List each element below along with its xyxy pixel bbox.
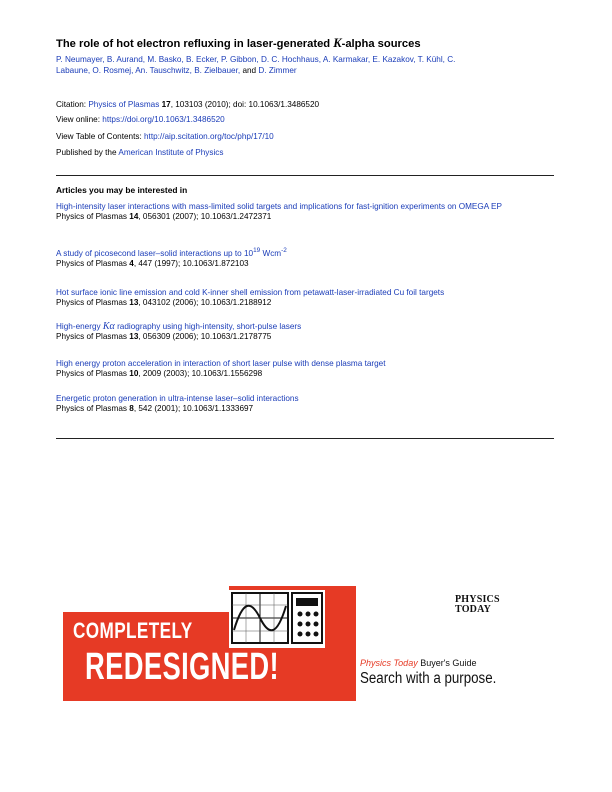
title-k-symbol: K bbox=[333, 36, 342, 50]
guide-rest: Buyer's Guide bbox=[417, 658, 477, 668]
ad-buyers-guide bbox=[360, 658, 476, 668]
citation-line bbox=[56, 99, 554, 110]
physics-today-ad[interactable] bbox=[63, 586, 550, 701]
bottom-divider bbox=[56, 438, 554, 439]
author-last[interactable]: D. Zimmer bbox=[258, 66, 297, 75]
article-details: , 043102 (2006); 10.1063/1.2188912 bbox=[138, 298, 272, 307]
related-article-title[interactable]: Energetic proton generation in ultra-intense laser–solid interactions bbox=[56, 394, 299, 403]
title-part: Wcm bbox=[260, 249, 282, 258]
article-details: , 447 (1997); 10.1063/1.872103 bbox=[133, 259, 249, 268]
related-article-title[interactable]: High energy proton acceleration in interaction of short laser pulse with dense plasma target bbox=[56, 359, 386, 368]
article-details: , 056309 (2006); 10.1063/1.2178775 bbox=[138, 332, 272, 341]
toc-link[interactable]: http://aip.scitation.org/toc/php/17/10 bbox=[144, 132, 274, 141]
related-article-citation bbox=[56, 332, 554, 342]
article-volume: 14 bbox=[129, 212, 139, 221]
title-text-end: -alpha sources bbox=[341, 38, 421, 50]
related-article-title[interactable] bbox=[56, 249, 554, 259]
related-article bbox=[56, 288, 554, 308]
title-part: High-energy bbox=[56, 322, 103, 331]
related-article bbox=[56, 359, 554, 379]
title-part: radiography using high-intensity, short-pulse lasers bbox=[114, 322, 302, 331]
citation-volume: 17 bbox=[161, 100, 171, 109]
article-volume: 10 bbox=[129, 369, 139, 378]
toc-label: View Table of Contents: bbox=[56, 132, 144, 141]
authors-line-2-names[interactable]: Labaune, O. Rosmej, An. Tauschwitz, B. Zielbauer, bbox=[56, 66, 241, 75]
related-heading: Articles you may be interested in bbox=[56, 185, 188, 195]
physics-today-logo bbox=[455, 595, 500, 615]
view-online-link[interactable]: https://doi.org/10.1063/1.3486520 bbox=[102, 115, 225, 124]
view-online-label: View online: bbox=[56, 115, 103, 124]
authors-and: and bbox=[240, 66, 259, 75]
title-symbol: Kα bbox=[102, 321, 115, 332]
article-details: , 056301 (2007); 10.1063/1.2472371 bbox=[138, 212, 272, 221]
paper-title bbox=[56, 36, 556, 51]
author-list bbox=[56, 54, 554, 76]
related-article-title[interactable] bbox=[56, 322, 554, 332]
related-article bbox=[56, 394, 554, 414]
title-superscript: -2 bbox=[281, 247, 287, 254]
authors-line-1[interactable]: P. Neumayer, B. Aurand, M. Basko, B. Ecker, P. Gibbon, D. C. Hochhaus, A. Karmakar, E. Kazakov, T. Kühl, C. bbox=[56, 55, 456, 64]
related-article bbox=[56, 202, 554, 222]
guide-brand: Physics Today bbox=[360, 658, 418, 668]
related-article-title[interactable]: Hot surface ionic line emission and cold K-inner shell emission from petawatt-laser-irradiated Cu foil targets bbox=[56, 288, 445, 297]
oscilloscope-icon bbox=[229, 590, 325, 648]
article-journal: Physics of Plasmas bbox=[56, 298, 130, 307]
title-text: The role of hot electron refluxing in laser-generated bbox=[56, 38, 334, 50]
publisher-link[interactable]: American Institute of Physics bbox=[118, 148, 224, 157]
article-journal: Physics of Plasmas bbox=[56, 332, 130, 341]
top-divider bbox=[56, 175, 554, 176]
toc-line bbox=[56, 131, 554, 142]
related-article-citation bbox=[56, 259, 554, 269]
logo-line-1: PHYSICS bbox=[455, 594, 500, 605]
published-line bbox=[56, 147, 554, 158]
citation-details: , 103103 (2010); doi: 10.1063/1.3486520 bbox=[170, 100, 320, 109]
related-article-title[interactable]: High-intensity laser interactions with mass-limited solid targets and implications for fast-ignition experiments on OMEGA EP bbox=[56, 202, 502, 211]
title-superscript: 19 bbox=[253, 247, 261, 254]
published-label: Published by the bbox=[56, 148, 119, 157]
authors-line-2 bbox=[56, 65, 554, 76]
article-journal: Physics of Plasmas bbox=[56, 259, 130, 268]
ad-headline-1: COMPLETELY bbox=[73, 618, 193, 643]
article-volume: 4 bbox=[129, 259, 134, 268]
article-volume: 13 bbox=[129, 298, 139, 307]
citation-label: Citation: bbox=[56, 100, 89, 109]
related-article bbox=[56, 322, 554, 342]
related-article-citation bbox=[56, 404, 554, 414]
related-article bbox=[56, 249, 554, 269]
article-details: , 542 (2001); 10.1063/1.1333697 bbox=[133, 404, 254, 413]
ad-white-corner bbox=[63, 586, 229, 612]
ad-tagline: Search with a purpose. bbox=[360, 670, 497, 687]
article-volume: 13 bbox=[129, 332, 139, 341]
article-journal: Physics of Plasmas bbox=[56, 369, 130, 378]
ad-headline-2: REDESIGNED! bbox=[85, 646, 279, 688]
title-part: A study of picosecond laser–solid interactions up to 10 bbox=[56, 249, 254, 258]
related-article-citation bbox=[56, 369, 554, 379]
related-article-citation bbox=[56, 298, 554, 308]
view-online-line bbox=[56, 114, 554, 125]
article-volume: 8 bbox=[129, 404, 134, 413]
related-article-citation bbox=[56, 212, 554, 222]
article-journal: Physics of Plasmas bbox=[56, 404, 130, 413]
logo-line-2: TODAY bbox=[455, 604, 492, 615]
citation-journal-link[interactable]: Physics of Plasmas bbox=[88, 100, 160, 109]
article-journal: Physics of Plasmas bbox=[56, 212, 130, 221]
article-details: , 2009 (2003); 10.1063/1.1556298 bbox=[138, 369, 263, 378]
